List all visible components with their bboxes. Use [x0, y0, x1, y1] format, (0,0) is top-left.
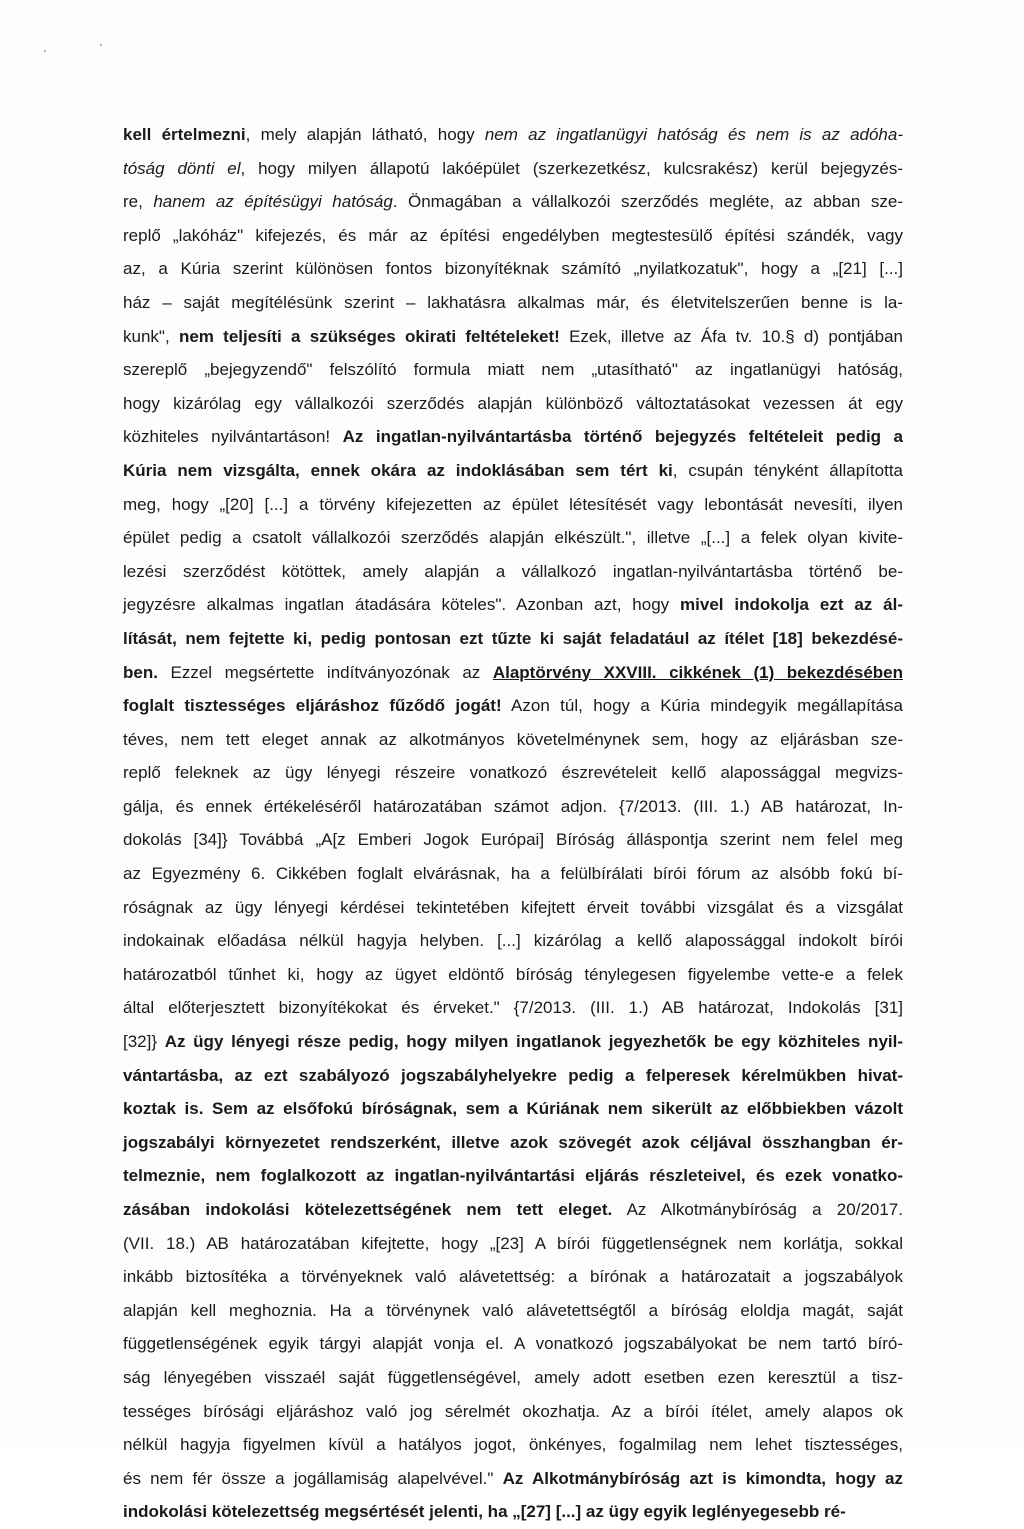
- text-segment: replő „lakóház" kifejezés, és már az építési engedélyben megtestesülő építési szándék, vagy: [123, 225, 903, 245]
- text-segment: hanem az építésügyi hatóság: [153, 192, 393, 212]
- text-line: [123, 1159, 903, 1193]
- text-line: [123, 1462, 903, 1496]
- text-line: [123, 454, 903, 488]
- text-segment: zásában indokolási kötelezettségének nem tett eleget.: [123, 1200, 613, 1219]
- text-segment: , csupán tényként állapította: [672, 460, 903, 480]
- text-segment: Kúria nem vizsgálta, ennek okára az indoklásában sem tért ki: [123, 460, 673, 480]
- text-segment: az Egyezmény 6. Cikkében foglalt elvárásnak, ha a felülbírálati bírói fórum az alsóbb fokú bí-: [123, 864, 903, 884]
- text-segment: Alaptörvény XXVIII. cikkének (1) bekezdésében: [492, 662, 903, 682]
- text-segment: róságnak az ügy lényegi kérdései tekintetében kifejtett érveit további vizsgálat és a vizsgálat: [123, 897, 903, 917]
- text-line: [123, 1294, 903, 1328]
- text-segment: lítását, nem fejtette ki, pedig pontosan ezt tűzte ki saját feladatául az ítélet [18] bekezdésé-: [123, 628, 903, 648]
- text-segment: jogszabályi környezetet rendszerként, illetve azok szövegét azok céljával összhangban ér-: [123, 1132, 903, 1152]
- text-segment: (VII. 18.) AB határozatában kifejtette, hogy „[23] A bírói függetlenségnek nem korlátja, sokkal: [123, 1233, 903, 1253]
- text-segment: mivel indokolja ezt az ál-: [680, 595, 904, 615]
- text-segment: vántartásba, az ezt szabályozó jogszabályhelyekre pedig a felperesek kérelmükben hivat-: [123, 1065, 903, 1085]
- text-segment: közhiteles nyilvántartáson!: [123, 427, 343, 447]
- text-segment: Az ügy lényegi része pedig, hogy milyen ingatlanok jegyezhetők be egy közhiteles nyil-: [164, 1032, 903, 1052]
- text-line: [123, 1395, 903, 1429]
- text-line: [123, 991, 903, 1025]
- text-line: [123, 857, 903, 891]
- text-segment: függetlenségének egyik tárgyi alapját vonja el. A vonatkozó jogszabályokat be nem tartó bíró-: [123, 1334, 903, 1354]
- text-segment: tóság dönti el: [123, 158, 241, 178]
- text-line: [123, 353, 903, 387]
- text-line: [123, 185, 903, 219]
- text-line: [123, 1025, 903, 1059]
- text-segment: Azon túl, hogy a Kúria mindegyik megállapítása: [501, 696, 903, 716]
- text-segment: épület pedig a csatolt vállalkozói szerződés alapján elkészült.", illetve „[...] a felek olyan kivite-: [123, 528, 903, 548]
- text-line: [123, 622, 903, 656]
- text-line: [123, 1260, 903, 1294]
- text-line: [123, 252, 903, 286]
- text-segment: foglalt tisztességes eljáráshoz fűződő jogát!: [123, 696, 502, 716]
- text-segment: kell értelmezni: [123, 125, 246, 144]
- text-segment: jegyzésre alkalmas ingatlan átadására köteles". Azonban azt, hogy: [123, 595, 681, 615]
- text-line: [123, 387, 903, 421]
- text-segment: Az Alkotmánybíróság azt is kimondta, hogy az: [502, 1468, 903, 1488]
- text-line: [123, 219, 903, 253]
- text-line: [123, 891, 903, 925]
- text-segment: meg, hogy „[20] [...] a törvény kifejezetten az épület létesítését vagy lebontását nevesíti, ilyen: [123, 494, 903, 514]
- text-segment: replő feleknek az ügy lényegi részeire vonatkozó észrevételeit kellő alapossággal megvizs-: [123, 763, 903, 783]
- text-line: [123, 723, 903, 757]
- text-line: [123, 958, 903, 992]
- text-line: [123, 656, 903, 690]
- text-line: [123, 152, 903, 186]
- text-segment: , mely alapján látható, hogy: [245, 125, 485, 144]
- text-segment: Az ingatlan-nyilvántartásba történő bejegyzés feltételeit pedig a: [342, 427, 903, 447]
- text-line: [123, 790, 903, 824]
- text-line: [123, 320, 903, 354]
- text-segment: . Önmagában a vállalkozói szerződés megléte, az abban sze-: [392, 192, 903, 212]
- text-segment: az, a Kúria szerint különösen fontos bizonyítéknak számító „nyilatkozatuk", hogy a „[21] [...]: [123, 259, 903, 279]
- scan-speck: [44, 50, 46, 52]
- text-segment: határozatból tűnhet ki, hogy az ügyet eldöntő bíróság ténylegesen figyelembe vette-e a felek: [123, 964, 903, 984]
- text-segment: kunk",: [123, 326, 179, 346]
- text-segment: tességes bírósági eljáráshoz való jog sérelmét okozhatja. Az a bírói ítélet, amely alapos ok: [123, 1401, 903, 1421]
- text-line: [123, 1059, 903, 1093]
- text-segment: hogy kizárólag egy vállalkozói szerződés alapján különböző változtatásokat vezessen át egy: [123, 393, 903, 413]
- text-segment: Ezek, illetve az Áfa tv. 10.§ d) pontjában: [559, 326, 903, 346]
- text-line: [123, 1092, 903, 1126]
- text-line: [123, 588, 903, 622]
- text-segment: inkább biztosítéka a törvényeknek való alávetettség: a bírónak a határozatait a jogszabályok: [123, 1267, 903, 1287]
- text-line: [123, 689, 903, 723]
- text-segment: által előterjesztett bizonyítékokat és érveket." {7/2013. (III. 1.) AB határozat, Indokolás [31]: [123, 998, 903, 1018]
- text-line: [123, 555, 903, 589]
- text-segment: nem az ingatlanügyi hatóság és nem is az adóha-: [484, 125, 904, 144]
- text-segment: és nem fér össze a jogállamiság alapelvével.": [123, 1468, 503, 1488]
- text-segment: indokolási kötelezettség megsértését jelenti, ha „[27] [...] az ügy egyik leglényegesebb ré-: [123, 1502, 846, 1522]
- text-line: [123, 1327, 903, 1361]
- text-segment: koztak is. Sem az elsőfokú bíróságnak, sem a Kúriának nem sikerült az előbbiekben vázolt: [123, 1099, 903, 1119]
- text-segment: ság lényegében visszaél saját függetlenségével, amely adott esetben ezen keresztül a tisz-: [123, 1367, 903, 1387]
- text-segment: ház – saját megítélésünk szerint – lakhatásra alkalmas már, és életvitelszerűen benne is la-: [123, 292, 903, 312]
- text-segment: , hogy milyen állapotú lakóépület (szerkezetkész, kulcsrakész) kerül bejegyzés-: [240, 158, 903, 178]
- text-line: [123, 823, 903, 857]
- text-segment: telmeznie, nem foglalkozott az ingatlan-nyilvántartási eljárás részleteivel, és ezek vonatko-: [123, 1166, 903, 1186]
- text-segment: Ezzel megsértette indítványozónak az: [157, 662, 493, 682]
- text-segment: gálja, és ennek értékeléséről határozatában számot adjon. {7/2013. (III. 1.) AB határozat, In-: [123, 796, 903, 816]
- text-segment: téves, nem tett eleget annak az alkotmányos követelménynek sem, hogy az eljárásban sze-: [123, 729, 903, 749]
- text-line: [123, 1428, 903, 1462]
- text-segment: ben.: [123, 662, 158, 682]
- text-segment: Az Alkotmánybíróság a 20/2017.: [612, 1200, 903, 1219]
- text-line: [123, 286, 903, 320]
- text-line: [123, 756, 903, 790]
- text-segment: szereplő „bejegyzendő" felszólító formula miatt nem „utasítható" az ingatlanügyi hatóság,: [123, 360, 903, 380]
- text-segment: nem teljesíti a szükséges okirati feltételeket!: [178, 326, 560, 346]
- text-line: [123, 1193, 903, 1227]
- text-segment: lezési szerződést kötöttek, amely alapján a vállalkozó ingatlan-nyilvántartásba történő be-: [123, 561, 903, 581]
- text-line: [123, 1361, 903, 1395]
- text-segment: re,: [123, 192, 154, 212]
- text-line: [123, 118, 903, 152]
- text-line: [123, 1126, 903, 1160]
- text-segment: alapján kell meghoznia. Ha a törvénynek való alávetettségtől a bíróság eloldja magát, saját: [123, 1300, 903, 1320]
- text-segment: indokainak előadása nélkül hagyja helyben. [...] kizárólag a kellő alapossággal indokolt bírói: [123, 931, 903, 951]
- text-line: [123, 924, 903, 958]
- scan-speck: [100, 44, 102, 46]
- document-body-text: [123, 118, 903, 1529]
- text-segment: nélkül hagyja figyelmen kívül a hatályos jogot, önkényes, fogalmilag nem lehet tisztességes,: [123, 1435, 903, 1455]
- text-line: [123, 1227, 903, 1261]
- text-segment: [32]}: [123, 1032, 165, 1052]
- text-line: [123, 488, 903, 522]
- text-line: [123, 521, 903, 555]
- text-line: [123, 420, 903, 454]
- text-segment: dokolás [34]} Továbbá „A[z Emberi Jogok Európai] Bíróság álláspontja szerint nem felel meg: [123, 830, 903, 850]
- text-line: [123, 1495, 903, 1529]
